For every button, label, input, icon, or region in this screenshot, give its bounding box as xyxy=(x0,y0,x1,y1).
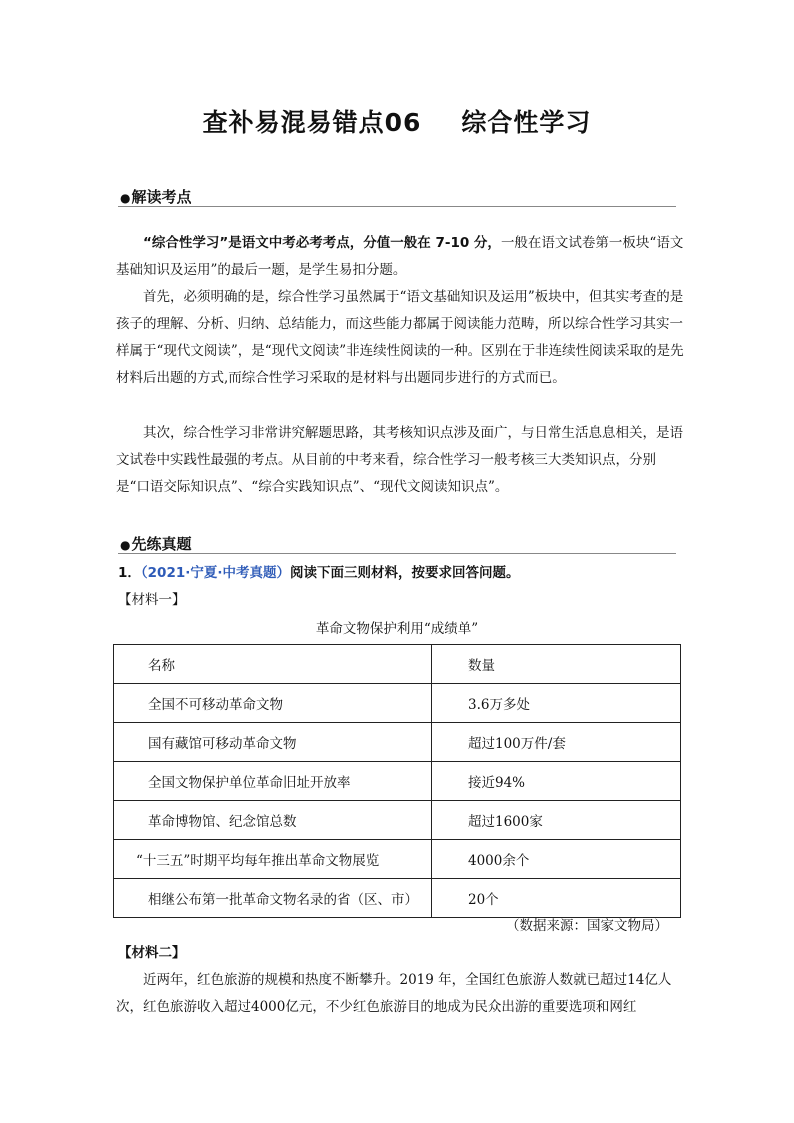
bullet-icon: ● xyxy=(120,538,131,552)
bullet-icon: ● xyxy=(120,191,131,205)
page-title xyxy=(0,103,794,139)
section-heading-2 xyxy=(120,533,192,554)
section-heading-1 xyxy=(120,186,192,207)
cell-name: 革命博物馆、纪念馆总数 xyxy=(114,801,432,840)
header-name: 名称 xyxy=(114,645,432,684)
intro-rest: 一般在语文试卷第一板块“语文基础知识及运用”的最后一题，是学生易扣分题。 xyxy=(116,235,684,278)
material-2-text: 近两年，红色旅游的规模和热度不断攀升。2019 年，全国红色旅游人数就已超过14亿人次，红色旅游收入超过4000亿元，不少红色旅游目的地成为民众出游的重要选项和网红 xyxy=(116,972,672,1015)
paragraph-1: 首先，必须明确的是，综合性学习虽然属于“语文基础知识及运用”板块中，但其实考查的是孩子的理解、分析、归纳、总结能力，而这些能力都属于阅读能力范畴，所以综合性学习其实一样属于“现代文阅读”，是“现代文阅读”非连续性阅读的一种。区别在于非连续性阅读采取的是先材料后出题的方式,而综合性学习采取的是材料与出题同步进行的方式而已。 xyxy=(116,289,684,386)
question-number: 1． xyxy=(118,565,141,581)
cell-name: 全国文物保护单位革命旧址开放率 xyxy=(114,762,432,801)
table-row xyxy=(114,762,681,801)
material-1-label: 【材料一】 xyxy=(118,592,186,608)
intro-paragraph xyxy=(116,230,686,284)
table-row xyxy=(114,801,681,840)
cell-quantity: 20个 xyxy=(432,879,681,918)
paragraph-2: 其次，综合性学习非常讲究解题思路，其考核知识点涉及面广，与日常生活息息相关，是语文试卷中实践性最强的考点。从目前的中考来看，综合性学习一般考核三大类知识点，分别是“口语交际知识点”、“综合实践知识点”、“现代文阅读知识点”。 xyxy=(116,425,683,495)
section-heading-1-text: 解读考点 xyxy=(131,188,192,206)
header-quantity: 数量 xyxy=(432,645,681,684)
cell-name: 国有藏馆可移动革命文物 xyxy=(114,723,432,762)
title-part-2: 综合性学习 xyxy=(461,108,592,137)
cell-quantity: 3.6万多处 xyxy=(432,684,681,723)
cell-name: 相继公布第一批革命文物名录的省（区、市） xyxy=(114,879,432,918)
table-row xyxy=(114,879,681,918)
material-2-label: 【材料二】 xyxy=(118,945,186,961)
data-table xyxy=(113,644,681,918)
question-line xyxy=(118,560,688,587)
cell-quantity: 接近94% xyxy=(432,762,681,801)
question-text: 阅读下面三则材料，按要求回答问题。 xyxy=(290,565,520,581)
section-underline-2 xyxy=(118,553,676,554)
intro-bold: “综合性学习”是语文中考必考考点，分值一般在 7-10 分， xyxy=(143,235,501,251)
section-underline-1 xyxy=(118,206,676,207)
table-header-row xyxy=(114,645,681,684)
title-part-1: 查补易混易错点06 xyxy=(202,108,422,137)
cell-quantity: 4000余个 xyxy=(432,840,681,879)
cell-quantity: 超过1600家 xyxy=(432,801,681,840)
table-row xyxy=(114,723,681,762)
cell-name: 全国不可移动革命文物 xyxy=(114,684,432,723)
table-row xyxy=(114,684,681,723)
table-source: （数据来源：国家文物局） xyxy=(506,918,668,934)
cell-quantity: 超过100万件/套 xyxy=(432,723,681,762)
cell-name: “十三五”时期平均每年推出革命文物展览 xyxy=(114,840,432,879)
table-caption: 革命文物保护利用“成绩单” xyxy=(315,621,479,637)
table-row xyxy=(114,840,681,879)
section-heading-2-text: 先练真题 xyxy=(131,535,192,553)
question-source: （2021·宁夏·中考真题） xyxy=(140,565,290,581)
